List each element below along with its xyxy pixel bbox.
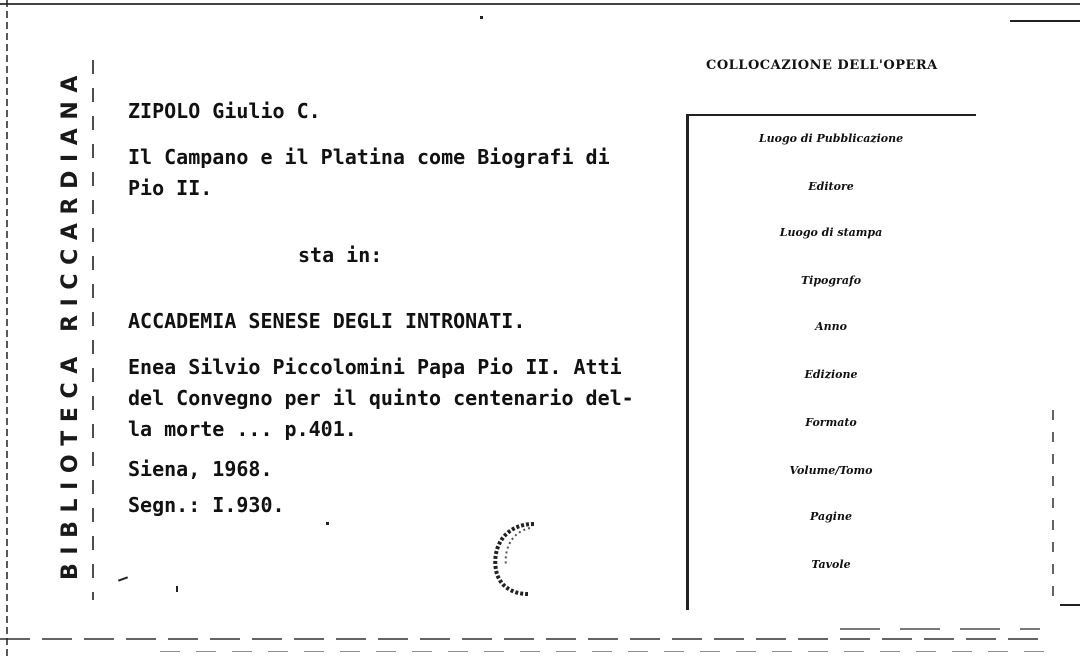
field-pagine: Pagine (810, 510, 852, 523)
scan-mark (326, 522, 329, 525)
bottom-right-rule (840, 628, 1040, 630)
scan-mark (118, 576, 128, 581)
collocation-header: COLLOCAZIONE DELL'OPERA (706, 58, 938, 73)
host-line-1: Enea Silvio Piccolomini Papa Pio II. Atti (128, 355, 622, 379)
collocation-box-left-rule (686, 114, 689, 610)
field-volume-tomo: Volume/Tomo (789, 464, 873, 477)
right-bottom-mark (1060, 604, 1080, 606)
scan-mark (480, 16, 483, 19)
author: ZIPOLO Giulio C. (128, 99, 321, 123)
field-tavole: Tavole (811, 558, 851, 571)
title-line-2: Pio II. (128, 176, 213, 200)
bottom-border (0, 638, 1040, 640)
title-line-1: Il Campano e il Platina come Biografi di (128, 145, 610, 169)
host-line-2: del Convegno per il quinto centenario del- (128, 386, 634, 410)
field-formato: Formato (805, 416, 857, 429)
host-line-3: la morte ... p.401. (128, 417, 357, 441)
library-name: BIBLIOTECA RICCARDIANA (58, 67, 83, 580)
field-luogo-pubblicazione: Luogo di Pubblicazione (758, 132, 904, 145)
stamp-mark (484, 518, 554, 598)
top-border (0, 3, 1080, 5)
left-edge-border (6, 0, 8, 656)
collocation-box (686, 114, 976, 610)
place-date: Siena, 1968. (128, 457, 273, 481)
field-edizione: Edizione (804, 368, 858, 381)
inner-left-rule (92, 60, 94, 600)
collocation-box-top-rule (686, 114, 976, 116)
field-editore: Editore (808, 180, 854, 193)
scan-mark (176, 586, 178, 592)
top-right-mark (1010, 20, 1080, 22)
shelfmark: Segn.: I.930. (128, 493, 285, 517)
host-title: ACCADEMIA SENESE DEGLI INTRONATI. (128, 309, 526, 333)
field-anno: Anno (815, 320, 847, 333)
field-luogo-stampa: Luogo di stampa (779, 226, 883, 239)
right-edge-rule (1052, 410, 1054, 600)
bottom-border-secondary (160, 651, 1060, 652)
sta-in-label: sta in: (298, 243, 383, 267)
field-tipografo: Tipografo (800, 274, 862, 287)
